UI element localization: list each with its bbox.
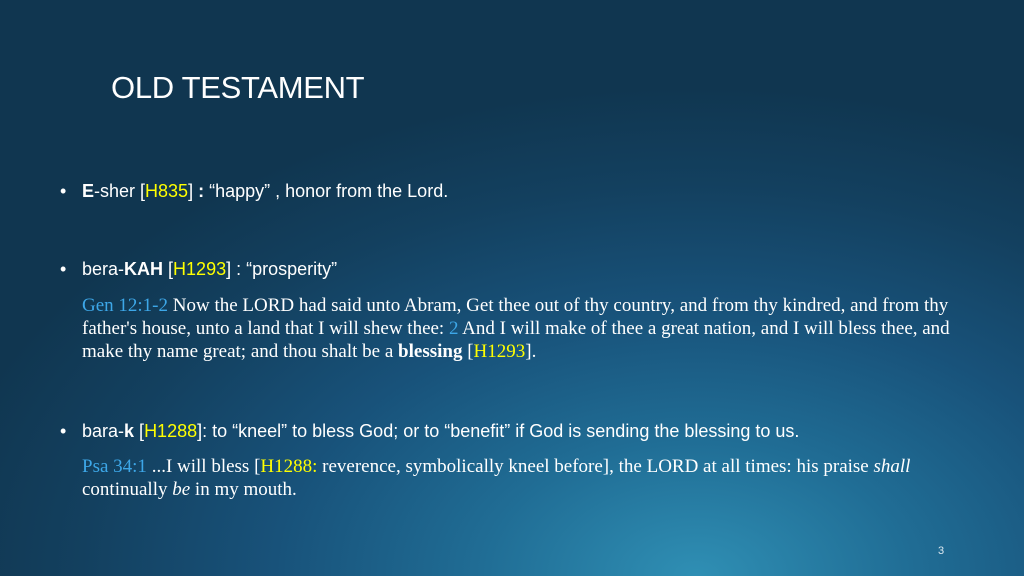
- verse-reference: Psa 34:1: [82, 456, 147, 477]
- strongs-number: H835: [145, 181, 189, 201]
- bullet-barak: • bara-k [H1288]: to “kneel” to bless God; or to “benefit” if God is sending the blessing to us.: [60, 421, 800, 441]
- strongs-number: H1293: [173, 259, 227, 279]
- strongs-number: H1288:: [260, 456, 318, 477]
- page-number: 3: [938, 545, 945, 557]
- verse-reference: Gen 12:1-2: [82, 295, 169, 316]
- slide-title: OLD TESTAMENT: [111, 70, 365, 105]
- strongs-number: H1288: [144, 421, 198, 441]
- bullet-dot: •: [60, 421, 67, 441]
- bullet-berakah: • bera-KAH [H1293] : “prosperity”: [60, 259, 338, 279]
- verse-number: 2: [444, 318, 463, 339]
- bullet-esher: • E-sher [H835] : “happy” , honor from the Lord.: [60, 181, 449, 201]
- verse-genesis: Gen 12:1-2 Now the LORD had said unto Abram, Get thee out of thy country, and from thy kindred, and from thy father's house, unto a land that I will shew thee: 2 And I will make of thee a great nation, and I will bless thee, and make thy name great; and thou shalt be a blessing [H1293].: [82, 295, 950, 362]
- bullet-dot: •: [60, 259, 67, 279]
- bullet-dot: •: [60, 181, 67, 201]
- strongs-number: H1293: [473, 341, 526, 362]
- verse-psalm: Psa 34:1 ...I will bless [H1288: reverence, symbolically kneel before], the LORD at all times: his praise shall continually be in my mouth.: [82, 456, 911, 500]
